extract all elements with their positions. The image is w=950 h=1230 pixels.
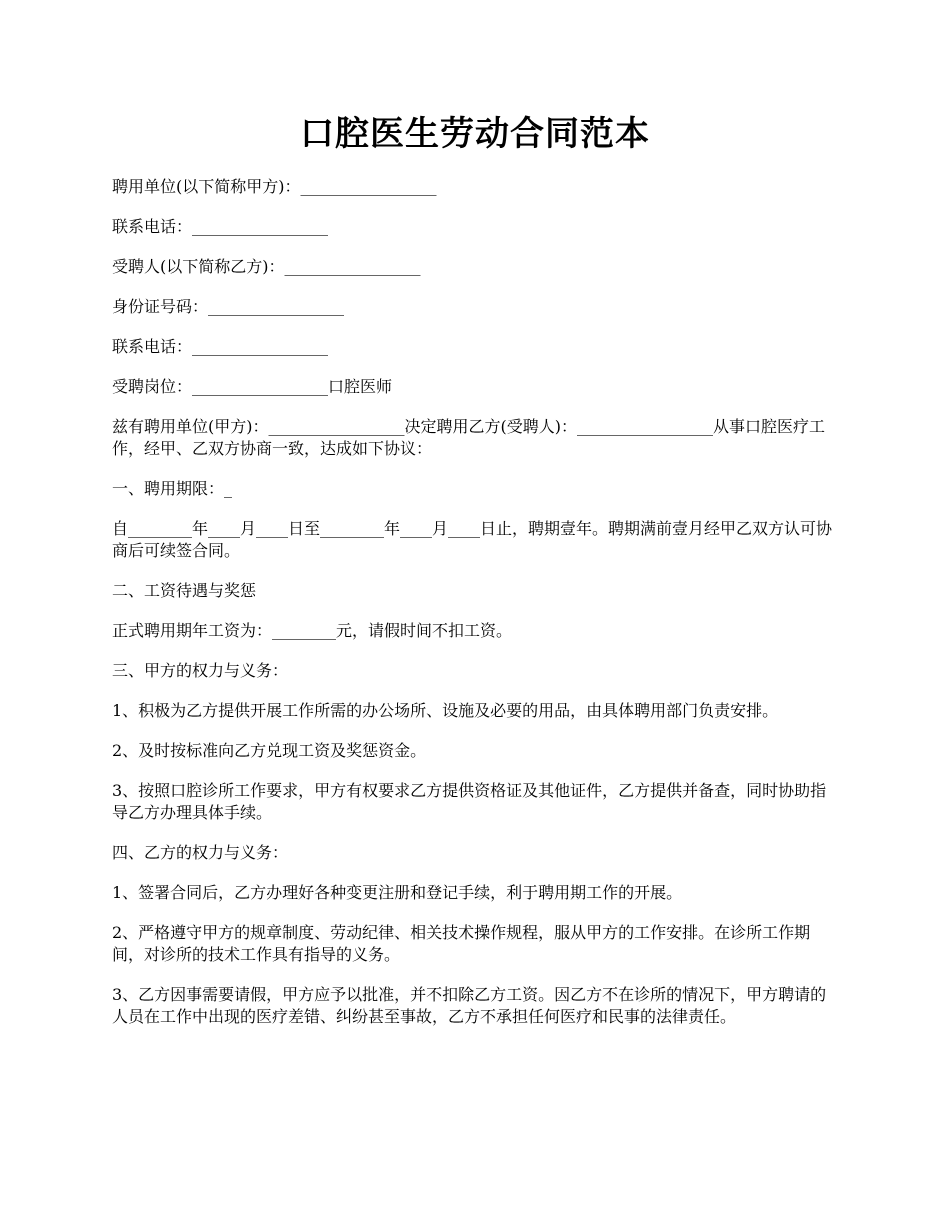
employee-phone-field: 联系电话：_________________ xyxy=(112,337,329,356)
party-b-clause-1: 1、签署合同后，乙方办理好各种变更注册和登记手续，利于聘用期工作的开展。 xyxy=(112,883,683,902)
document-title: 口腔医生劳动合同范本 xyxy=(300,114,650,154)
section-heading-party-b: 四、乙方的权力与义务： xyxy=(112,843,289,862)
section-heading-term: 一、聘用期限：_ xyxy=(112,479,233,498)
salary-clause: 正式聘用期年工资为：________元，请假时间不扣工资。 xyxy=(112,621,513,640)
section-heading-party-a: 三、甲方的权力与义务： xyxy=(112,661,289,680)
employer-field: 聘用单位(以下简称甲方)：_________________ xyxy=(112,177,437,196)
id-number-field: 身份证号码：_________________ xyxy=(112,297,345,316)
party-a-clause-2: 2、及时按标准向乙方兑现工资及奖惩资金。 xyxy=(112,741,427,760)
party-a-clause-3: 3、按照口腔诊所工作要求，甲方有权要求乙方提供资格证及其他证件，乙方提供并备查，同时协助指导乙方办理具体手续。 xyxy=(112,781,827,822)
agreement-intro: 兹有聘用单位(甲方)：_________________决定聘用乙方(受聘人)：_________________从事口腔医疗工作，经甲、乙双方协商一致，达成如下协议： xyxy=(112,417,825,458)
term-clause: 自________年____月____日至________年____月____日止，聘期壹年。聘期满前壹月经甲乙双方认可协商后可续签合同。 xyxy=(112,519,833,560)
employee-field: 受聘人(以下简称乙方)：_________________ xyxy=(112,257,421,276)
party-b-clause-2: 2、严格遵守甲方的规章制度、劳动纪律、相关技术操作规程，服从甲方的工作安排。在诊所工作期间，对诊所的技术工作具有指导的义务。 xyxy=(112,923,811,964)
employer-phone-field: 联系电话：_________________ xyxy=(112,217,329,236)
party-a-clause-1: 1、积极为乙方提供开展工作所需的办公场所、设施及必要的用品，由具体聘用部门负责安排。 xyxy=(112,701,779,720)
section-heading-salary: 二、工资待遇与奖惩 xyxy=(112,581,257,600)
position-field: 受聘岗位：_________________口腔医师 xyxy=(112,377,393,396)
party-b-clause-3: 3、乙方因事需要请假，甲方应予以批准，并不扣除乙方工资。因乙方不在诊所的情况下，甲方聘请的人员在工作中出现的医疗差错、纠纷甚至事故，乙方不承担任何医疗和民事的法律责任。 xyxy=(112,985,827,1026)
